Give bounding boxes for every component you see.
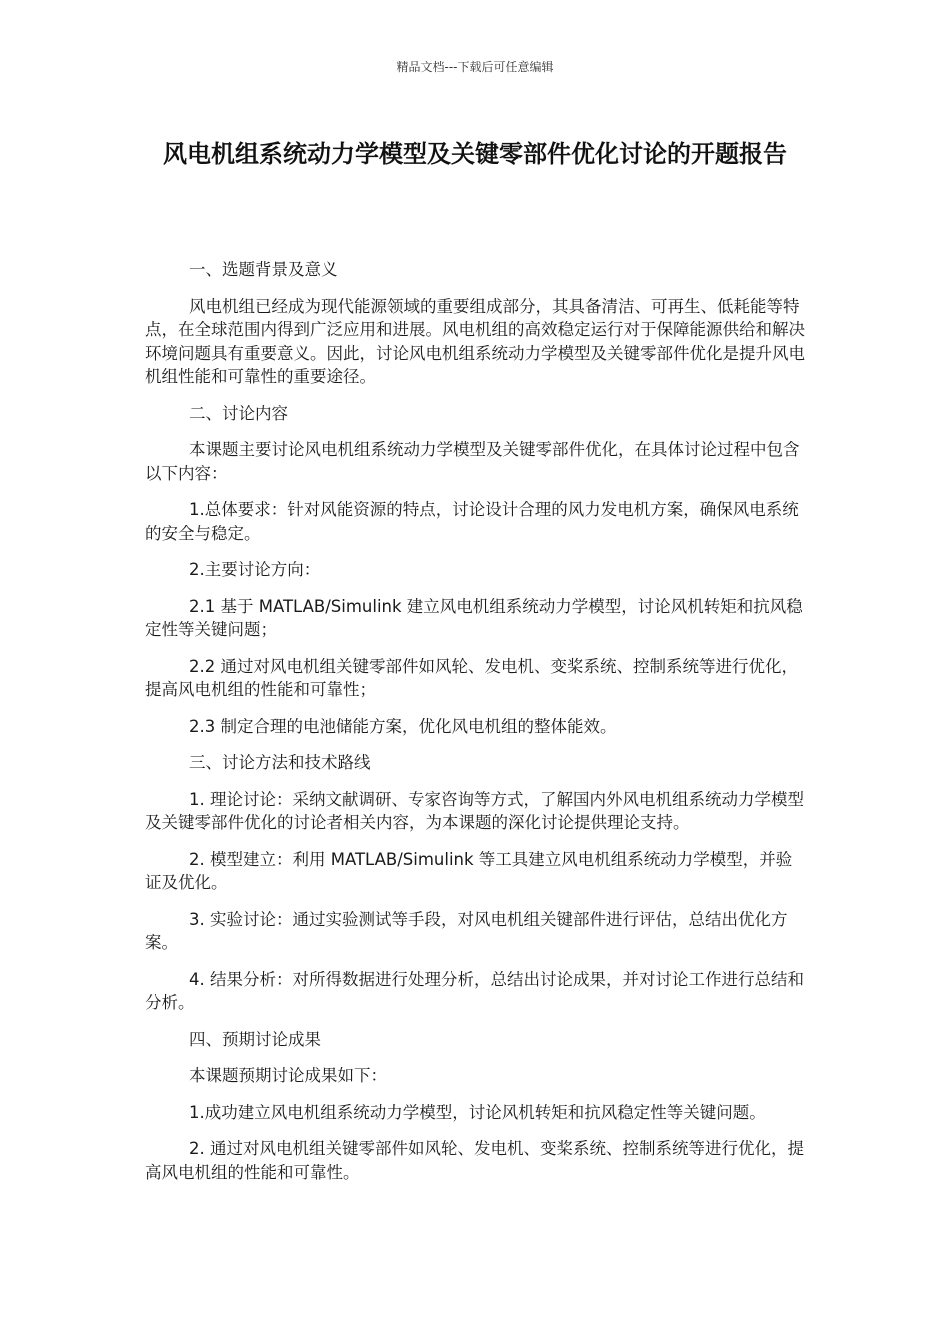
document-body (145, 258, 807, 1197)
paragraph-method-model: 2. 模型建立：利用 MATLAB/Simulink 等工具建立风电机组系统动力学模型，并验证及优化。 (145, 849, 793, 892)
paragraph-outcome-1: 1.成功建立风电机组系统动力学模型，讨论风机转矩和抗风稳定性等关键问题。 (189, 1102, 766, 1122)
paragraph-direction-2-1: 2.1 基于 MATLAB/Simulink 建立风电机组系统动力学模型，讨论风机转矩和抗风稳定性等关键问题； (145, 596, 803, 639)
paragraph-main-directions: 2.主要讨论方向： (189, 560, 321, 579)
paragraph-outcome-2: 2. 通过对风电机组关键零部件如风轮、发电机、变桨系统、控制系统等进行优化，提高风电机组的性能和可靠性。 (145, 1139, 804, 1182)
section-heading-methods: 三、讨论方法和技术路线 (189, 753, 371, 772)
section-heading-background: 一、选题背景及意义 (189, 260, 338, 279)
paragraph-method-theory: 1. 理论讨论：采纳文献调研、专家咨询等方式，了解国内外风电机组系统动力学模型及关键零部件优化的讨论者相关内容，为本课题的深化讨论提供理论支持。 (145, 789, 804, 832)
page-header: 精品文档---下载后可任意编辑 (396, 60, 554, 74)
paragraph-direction-2-3: 2.3 制定合理的电池储能方案，优化风电机组的整体能效。 (189, 716, 617, 736)
section-heading-outcomes: 四、预期讨论成果 (189, 1029, 321, 1049)
paragraph-content-intro: 本课题主要讨论风电机组系统动力学模型及关键零部件优化，在具体讨论过程中包含以下内容： (145, 440, 800, 483)
document-title: 风电机组系统动力学模型及关键零部件优化讨论的开题报告 (163, 140, 787, 168)
paragraph-direction-2-2: 2.2 通过对风电机组关键零部件如风轮、发电机、变桨系统、控制系统等进行优化，提高风电机组的性能和可靠性； (145, 656, 798, 699)
paragraph-background: 风电机组已经成为现代能源领域的重要组成部分，其具备清洁、可再生、低耗能等特点，在全球范围内得到广泛应用和进展。风电机组的高效稳定运行对于保障能源供给和解决环境问题具有重要意义。因此，讨论风电机组系统动力学模型及关键零部件优化是提升风电机组性能和可靠性的重要途径。 (145, 296, 805, 386)
paragraph-outcomes-intro: 本课题预期讨论成果如下： (189, 1066, 387, 1085)
paragraph-overall-requirement: 1.总体要求：针对风能资源的特点，讨论设计合理的风力发电机方案，确保风电系统的安全与稳定。 (145, 500, 799, 543)
section-heading-content: 二、讨论内容 (189, 403, 288, 423)
paragraph-method-analysis: 4. 结果分析：对所得数据进行处理分析，总结出讨论成果，并对讨论工作进行总结和分析。 (145, 969, 804, 1012)
paragraph-method-experiment: 3. 实验讨论：通过实验测试等手段，对风电机组关键部件进行评估，总结出优化方案。 (145, 909, 788, 952)
